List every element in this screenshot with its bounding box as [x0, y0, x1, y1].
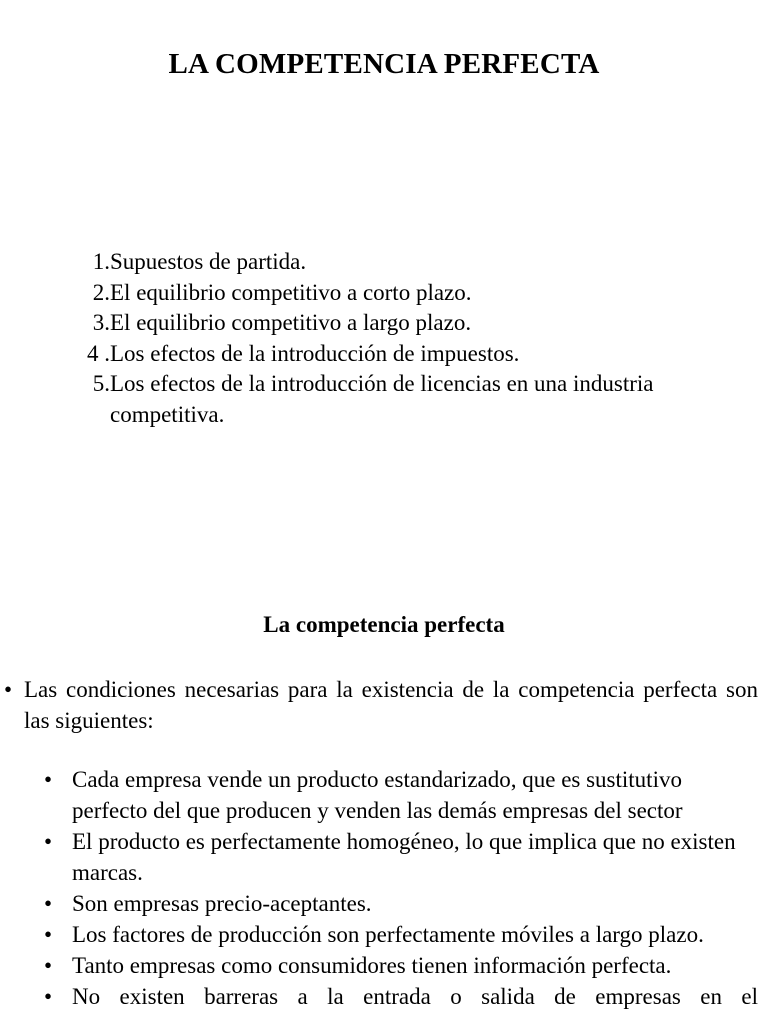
- toc-item: [76, 369, 736, 430]
- page-title: LA COMPETENCIA PERFECTA: [168, 48, 600, 80]
- toc-text: El equilibrio competitivo a corto plazo.: [110, 279, 472, 305]
- bullet-icon: •: [4, 677, 13, 702]
- toc-text: Supuestos de partida.: [110, 249, 307, 274]
- intro-paragraph: [4, 674, 758, 736]
- toc-number: 2.: [92, 279, 110, 305]
- table-of-contents: [76, 247, 736, 430]
- list-item-text: Son empresas precio-aceptantes.: [72, 891, 372, 916]
- toc-number: 5.: [92, 371, 110, 396]
- list-item: [44, 764, 758, 826]
- bullet-icon: •: [44, 767, 53, 792]
- list-item: [44, 888, 758, 919]
- list-item-text: No existen barreras a la entrada o salida de empresas en el: [72, 984, 758, 1009]
- bullet-icon: •: [44, 984, 53, 1009]
- toc-number: 1.: [92, 249, 110, 274]
- bullet-icon: •: [44, 891, 53, 916]
- toc-item: [76, 308, 736, 339]
- list-item: [44, 826, 758, 888]
- bullet-icon: •: [44, 829, 53, 854]
- toc-text: El equilibrio competitivo a largo plazo.: [110, 310, 472, 335]
- section-title: La competencia perfecta: [263, 612, 505, 637]
- bullet-icon: •: [44, 953, 53, 978]
- intro-text: Las condiciones necesarias para la existencia de la competencia perfecta son las siguientes:: [24, 677, 758, 733]
- list-item: [44, 981, 758, 1012]
- list-item-text: Los factores de producción son perfectamente móviles a largo plazo.: [72, 922, 704, 947]
- list-item-text: Cada empresa vende un producto estandarizado, que es sustitutivo perfecto del que producen y venden las demás empresas del sector: [72, 767, 683, 823]
- list-item: [44, 950, 758, 981]
- toc-item: [76, 339, 736, 370]
- toc-item: [76, 278, 736, 309]
- toc-number: 4 .: [87, 340, 110, 366]
- toc-text: Los efectos de la introducción de licencias en una industria competitiva.: [110, 371, 654, 427]
- list-item: [44, 919, 758, 950]
- toc-text: Los efectos de la introducción de impuestos.: [110, 340, 520, 366]
- list-item-text: Tanto empresas como consumidores tienen información perfecta.: [72, 953, 672, 978]
- list-item-text: El producto es perfectamente homogéneo, lo que implica que no existen marcas.: [72, 829, 736, 885]
- bullet-icon: •: [44, 922, 53, 947]
- toc-item: [76, 247, 736, 278]
- conditions-list: [44, 764, 758, 1012]
- toc-number: 3.: [92, 310, 110, 335]
